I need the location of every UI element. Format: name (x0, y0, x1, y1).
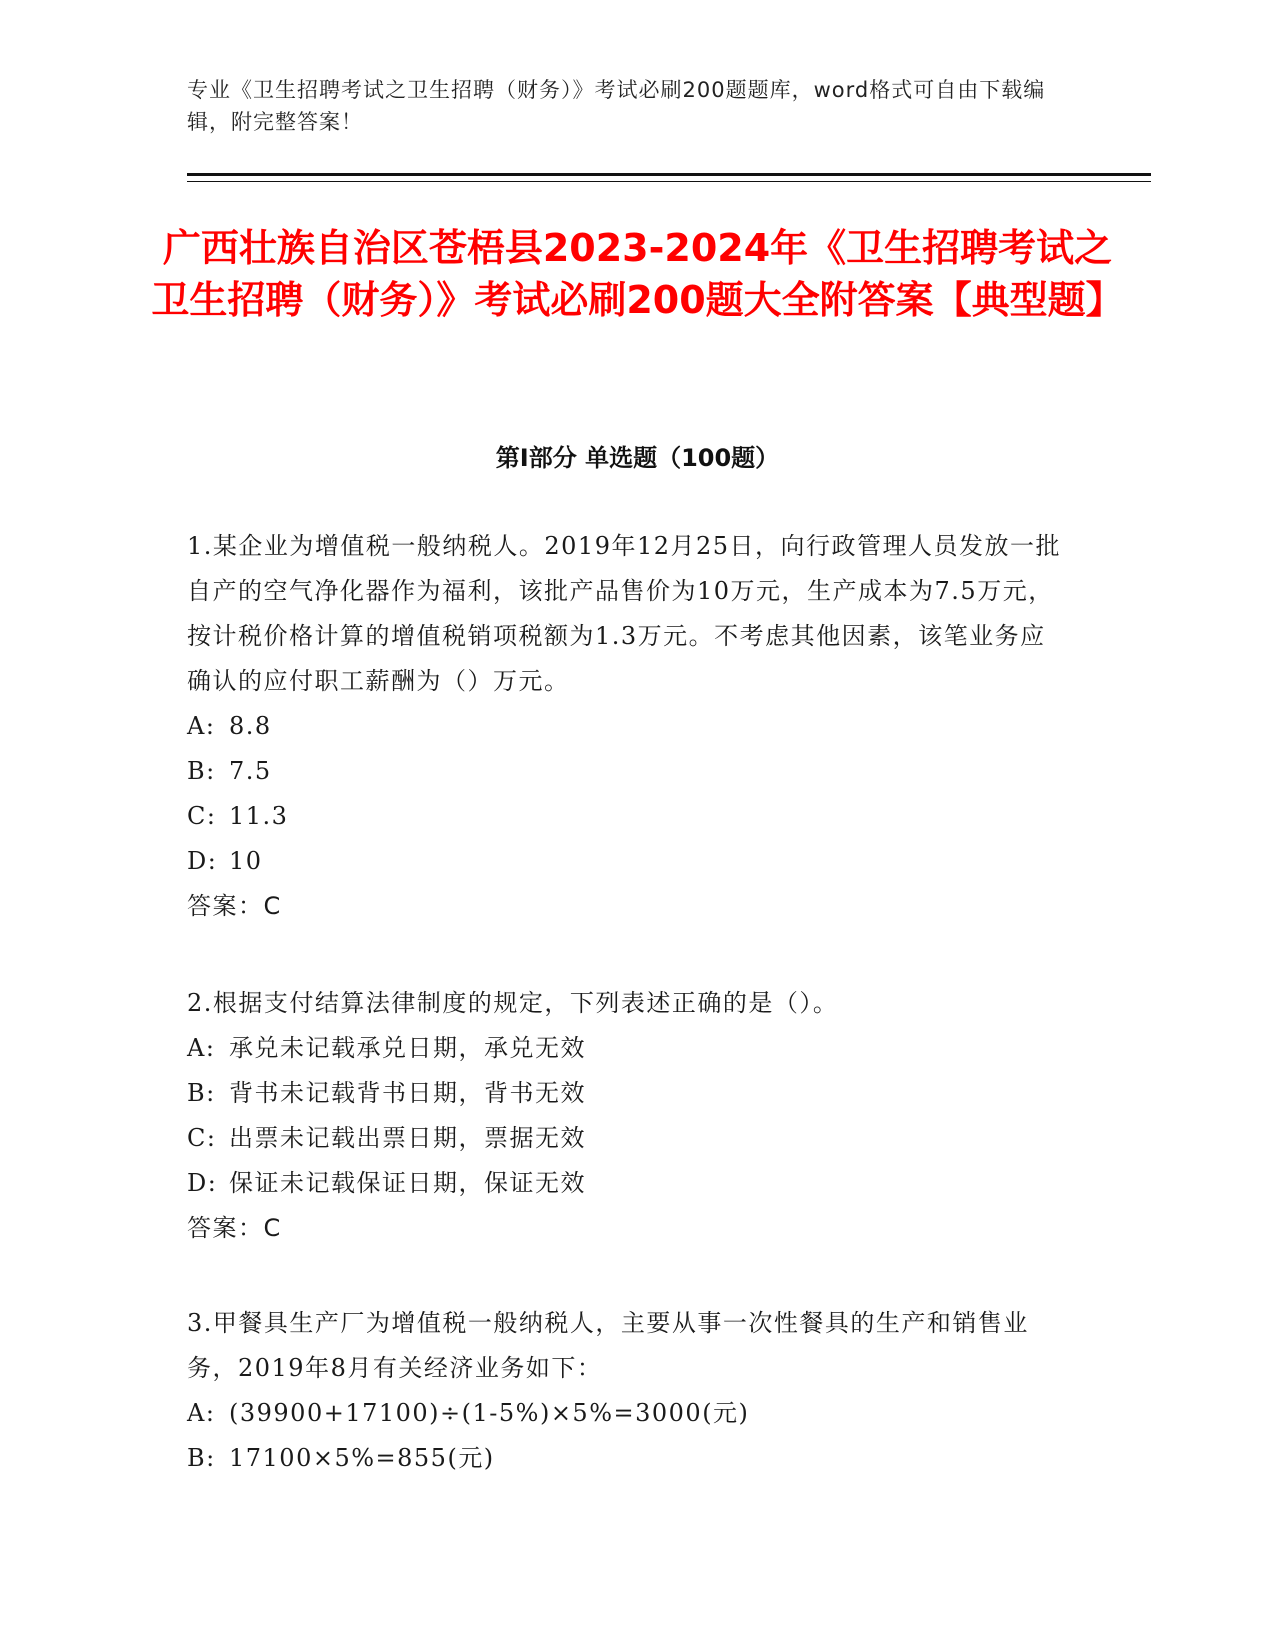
option-a (187, 704, 1067, 749)
header-divider-thin (187, 181, 1151, 182)
option-a (187, 1026, 1067, 1071)
question-stem: 1.某企业为增值税一般纳税人。2019年12月25日，向行政管理人员发放一批自产的空气净化器作为福利，该批产品售价为10万元，生产成本为7.5万元，按计税价格计算的增值税销项税额为1.3万元。不考虑其他因素，该笔业务应确认的应付职工薪酬为（）万元。 (187, 532, 1062, 695)
option-text: 8.8 (229, 712, 272, 740)
option-letter: A: (187, 712, 216, 740)
option-d (187, 839, 1067, 884)
section-heading: 第Ⅰ部分 单选题（100题） (495, 444, 780, 472)
option-text: 背书未记载背书日期，背书无效 (229, 1079, 586, 1107)
header-note: 专业《卫生招聘考试之卫生招聘（财务）》考试必刷200题题库，word格式可自由下载编辑，附完整答案！ (187, 78, 1046, 134)
option-c (187, 794, 1067, 839)
option-letter: C: (187, 1124, 217, 1152)
option-letter: C: (187, 802, 217, 830)
option-b (187, 1071, 1067, 1116)
option-text: 17100×5%=855(元) (229, 1444, 495, 1472)
question-stem: 2.根据支付结算法律制度的规定，下列表述正确的是（）。 (187, 989, 839, 1017)
question-stem: 3.甲餐具生产厂为增值税一般纳税人，主要从事一次性餐具的生产和销售业务，2019年8月有关经济业务如下： (187, 1309, 1029, 1382)
question-1 (187, 524, 1067, 929)
option-letter: B: (187, 757, 216, 785)
option-letter: D: (187, 847, 218, 875)
document-title: 广西壮族自治区苍梧县2023-2024年《卫生招聘考试之卫生招聘（财务）》考试必刷200题大全附答案【典型题】 (151, 226, 1124, 322)
option-b (187, 1436, 1067, 1481)
option-c (187, 1116, 1067, 1161)
option-b (187, 749, 1067, 794)
option-text: 出票未记载出票日期，票据无效 (229, 1124, 586, 1152)
option-a (187, 1391, 1067, 1436)
option-text: 7.5 (229, 757, 272, 785)
option-letter: A: (187, 1399, 216, 1427)
option-letter: B: (187, 1079, 216, 1107)
option-text: 10 (229, 847, 263, 875)
option-d (187, 1161, 1067, 1206)
option-text: 保证未记载保证日期，保证无效 (229, 1169, 586, 1197)
answer: 答案：C (187, 1214, 282, 1242)
answer: 答案：C (187, 892, 282, 920)
option-text: (39900+17100)÷(1-5%)×5%=3000(元) (229, 1399, 750, 1427)
option-letter: B: (187, 1444, 216, 1472)
question-3 (187, 1301, 1067, 1481)
option-letter: A: (187, 1034, 216, 1062)
question-2 (187, 981, 1067, 1251)
header-divider-thick (187, 173, 1151, 176)
option-letter: D: (187, 1169, 218, 1197)
option-text: 承兑未记载承兑日期，承兑无效 (229, 1034, 586, 1062)
option-text: 11.3 (229, 802, 289, 830)
